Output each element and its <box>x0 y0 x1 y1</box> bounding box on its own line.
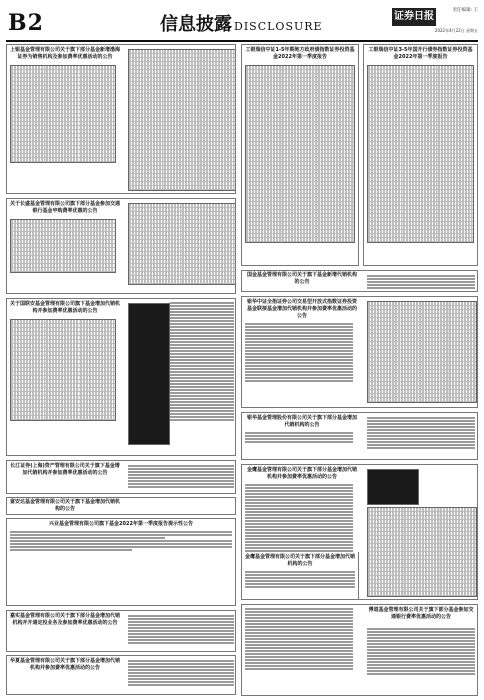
section-title-cn: 信息披露 <box>160 14 232 35</box>
notice-b1-title: 工银瑞信中证1-5年期地方政府债指数证券投资基金2022年第一季度报告 <box>245 47 355 60</box>
dateline: 2022年4月22日 星期五 <box>434 28 478 33</box>
notice-b2 <box>363 44 478 266</box>
notice-a3-dark-table <box>128 303 170 445</box>
notice-b2-table <box>367 65 474 243</box>
notice-a4 <box>6 460 236 494</box>
notice-a1-title: 上银基金管理有限公司关于旗下部分基金新增渤海证券为销售机构及参加费率优惠活动的公告 <box>10 47 121 60</box>
section-title-en: DISCLOSURE <box>234 20 323 33</box>
notice-b5-body-2 <box>364 416 478 450</box>
notice-a3-body <box>167 301 236 422</box>
notice-a5-title: 富安达基金管理有限公司关于旗下基金增加代销机构的公告 <box>10 499 121 512</box>
notice-a6-title: 兴业基金管理有限公司旗下基金2022年第一季度报告提示性公告 <box>49 521 193 527</box>
notice-b7-title: 金鹰基金管理有限公司关于旗下部分基金增加代销机构的公告 <box>245 554 356 567</box>
page-number: B2 <box>8 10 44 36</box>
notice-b8-body <box>242 608 356 670</box>
notice-a7-title: 嘉实基金管理有限公司关于旗下部分基金增加代销机构并开通定投业务及参加费率优惠活动的公告 <box>10 613 121 626</box>
notice-a7-body <box>125 614 236 645</box>
notice-b6-dark-table <box>367 469 419 505</box>
notice-b5-title: 银华基金管理股份有限公司关于旗下部分基金增加代销机构的公告 <box>246 415 357 428</box>
notice-a2-table <box>10 219 116 273</box>
editor-line: 责任编辑: 王 <box>452 8 478 13</box>
notice-b4-title: 银华中证全指证券公司交易型开放式指数证券投资基金联接基金增加代销机构并参加费率优惠活动的公告 <box>246 299 357 319</box>
notice-b3-title: 国金基金管理有限公司关于旗下基金新增代销机构的公告 <box>246 272 357 285</box>
notice-a6 <box>6 518 236 606</box>
notice-b8-title: 博道基金管理有限公司关于旗下部分基金参加交通银行费率优惠活动的公告 <box>368 607 474 620</box>
notice-a8-body <box>125 659 236 687</box>
notice-b8-body-2 <box>364 627 478 676</box>
notice-b7 <box>241 552 359 600</box>
notice-a8 <box>6 655 236 695</box>
notice-b6-title: 金鹰基金管理有限公司关于旗下部分基金增加代销机构并参加费率优惠活动的公告 <box>246 467 357 480</box>
notice-a1 <box>6 44 236 194</box>
notice-b3-body <box>364 274 478 290</box>
notice-a2-table-2 <box>128 203 236 285</box>
notice-b8 <box>241 604 478 696</box>
page-header <box>6 6 478 42</box>
notice-b1-table <box>245 65 355 243</box>
notice-b5-body <box>242 432 356 443</box>
notice-a3-title: 关于国联安基金管理有限公司旗下基金增加代销机构并参加费率优惠活动的公告 <box>10 301 121 314</box>
section-title <box>160 10 323 36</box>
notice-b4-table <box>367 301 477 403</box>
newspaper-logo: 证券日报 <box>392 8 436 26</box>
notice-a6-body <box>7 531 235 551</box>
notice-a1-table <box>10 65 116 163</box>
notice-a4-title: 长江证券(上海)资产管理有限公司关于旗下基金增加代销机构并参加费率优惠活动的公告 <box>10 463 120 476</box>
notice-b6-table <box>367 507 477 597</box>
notice-b1 <box>241 44 359 266</box>
notice-a7 <box>6 610 236 652</box>
notice-b7-body <box>242 571 358 588</box>
notice-a4-body <box>125 464 236 489</box>
notice-a1-table-2 <box>128 49 236 191</box>
notice-b3 <box>241 270 478 292</box>
notice-b4 <box>241 296 478 408</box>
notice-a3-table <box>10 319 116 421</box>
notice-a2 <box>6 198 236 294</box>
notice-b4-body <box>242 323 356 382</box>
notice-a3 <box>6 298 236 456</box>
notice-a2-title: 关于长盛基金管理有限公司旗下部分基金参加交通银行基金申购费率优惠的公告 <box>10 201 121 214</box>
notice-b2-title: 工银瑞信中证3-5年国开行债券指数证券投资基金2022年第一季度报告 <box>368 47 473 60</box>
notice-a8-title: 华夏基金管理有限公司关于旗下部分基金增加代销机构并参加费率优惠活动的公告 <box>10 658 121 671</box>
notice-a5 <box>6 497 236 515</box>
notice-b5 <box>241 412 478 460</box>
